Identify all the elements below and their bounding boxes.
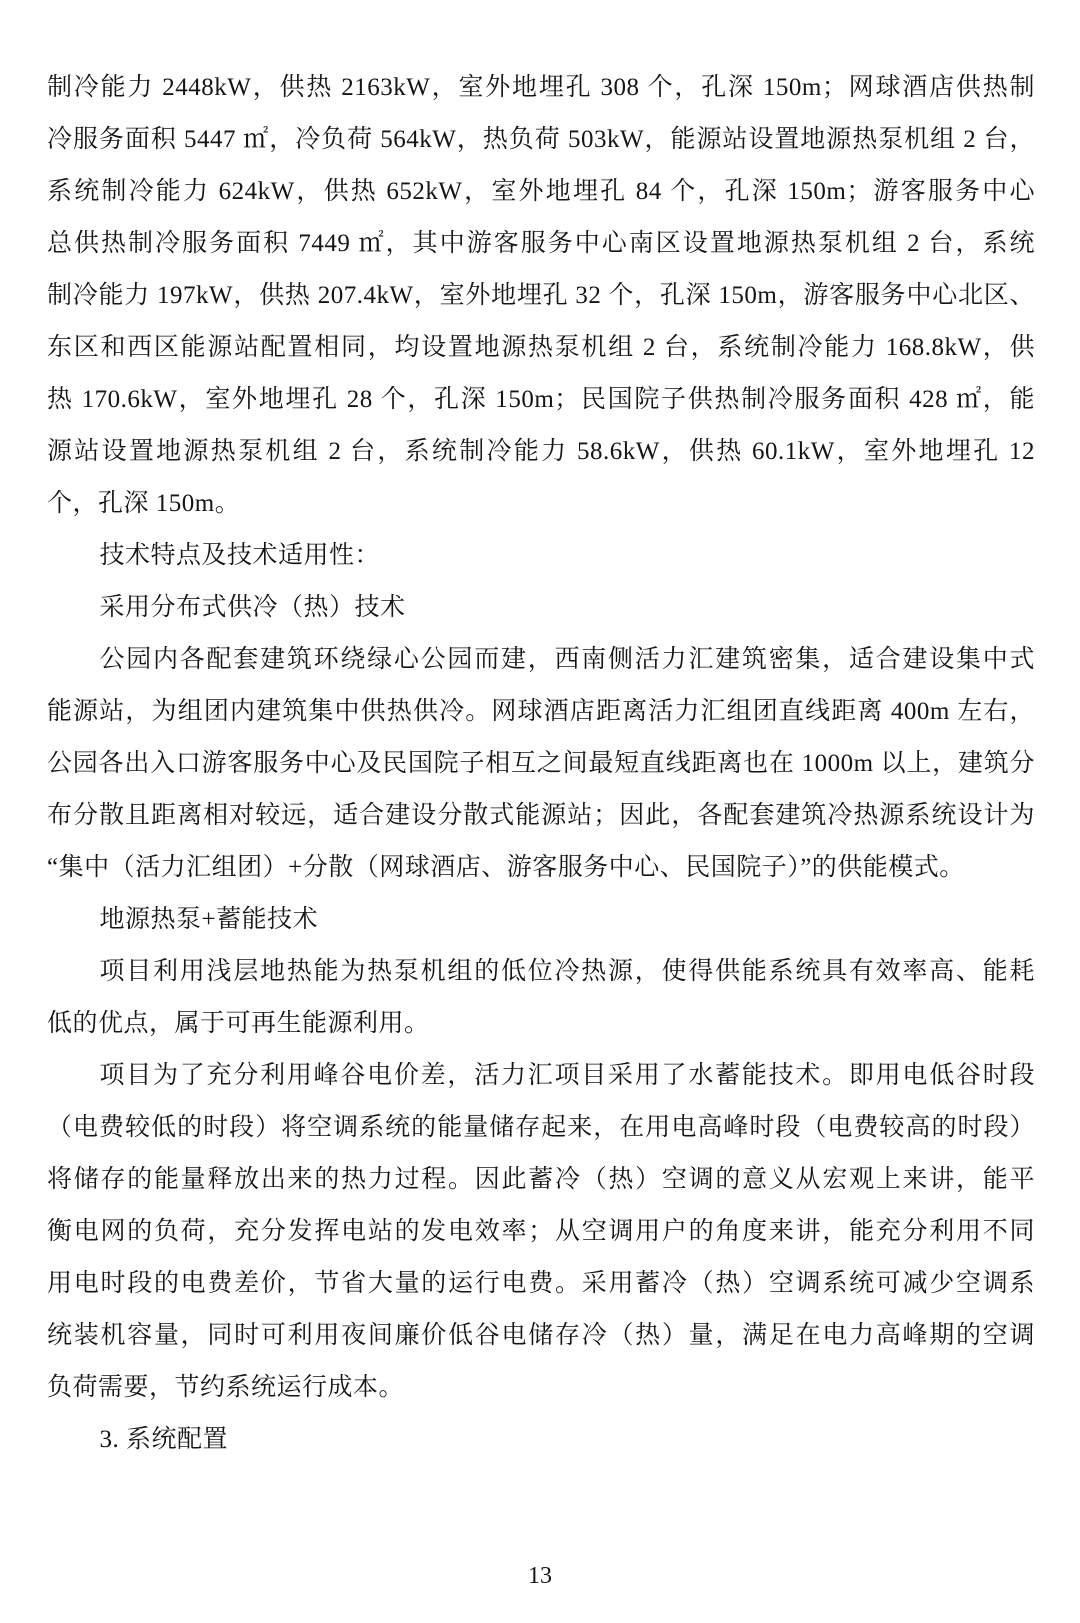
text-line: 总供热制冷服务面积 7449 ㎡，其中游客服务中心南区设置地源热泵机组 2 台，系统 xyxy=(47,230,1035,257)
text-line: 东区和西区能源站配置相同，均设置地源热泵机组 2 台，系统制冷能力 168.8kW，供 xyxy=(47,334,1035,361)
text-line: 低的优点，属于可再生能源利用。 xyxy=(47,1010,430,1037)
text-line: 公园各出入口游客服务中心及民国院子相互之间最短直线距离也在 1000m 以上，建筑分 xyxy=(47,750,1035,777)
section-heading: 技术特点及技术适用性： xyxy=(99,542,381,569)
text-line: 制冷能力 2448kW，供热 2163kW，室外地埋孔 308 个，孔深 150m；网球酒店供热制 xyxy=(47,74,1035,101)
text-line: 项目为了充分利用峰谷电价差，活力汇项目采用了水蓄能技术。即用电低谷时段 xyxy=(99,1062,1035,1089)
text-line: 用电时段的电费差价，节省大量的运行电费。采用蓄冷（热）空调系统可减少空调系 xyxy=(47,1270,1035,1297)
text-line: （电费较低的时段）将空调系统的能量储存起来，在用电高峰时段（电费较高的时段） xyxy=(47,1114,1035,1141)
text-line: 冷服务面积 5447 ㎡，冷负荷 564kW，热负荷 503kW，能源站设置地源热泵机组 2 台， xyxy=(47,126,1035,153)
page-footer xyxy=(0,1558,1080,1594)
text-line: 公园内各配套建筑环绕绿心公园而建，西南侧活力汇建筑密集，适合建设集中式 xyxy=(99,646,1035,673)
text-line: 系统制冷能力 624kW，供热 652kW，室外地埋孔 84 个，孔深 150m；游客服务中心 xyxy=(47,178,1035,205)
text-line: 个，孔深 150m。 xyxy=(47,490,241,517)
section-heading: 地源热泵+蓄能技术 xyxy=(99,906,319,933)
text-line: 布分散且距离相对较远，适合建设分散式能源站；因此，各配套建筑冷热源系统设计为 xyxy=(47,802,1035,829)
text-line: 负荷需要，节约系统运行成本。 xyxy=(47,1374,405,1401)
text-line: 能源站，为组团内建筑集中供热供冷。网球酒店距离活力汇组团直线距离 400m 左右， xyxy=(47,698,1035,725)
text-line: 将储存的能量释放出来的热力过程。因此蓄冷（热）空调的意义从宏观上来讲，能平 xyxy=(47,1166,1035,1193)
section-heading: 3. 系统配置 xyxy=(99,1426,229,1453)
text-line: 源站设置地源热泵机组 2 台，系统制冷能力 58.6kW，供热 60.1kW，室外地埋孔 12 xyxy=(47,438,1035,465)
section-heading: 采用分布式供冷（热）技术 xyxy=(99,594,406,621)
text-line: 热 170.6kW，室外地埋孔 28 个，孔深 150m；民国院子供热制冷服务面积 428 ㎡，能 xyxy=(47,386,1035,413)
page-number: 13 xyxy=(528,1563,552,1589)
text-line: 统装机容量，同时可利用夜间廉价低谷电储存冷（热）量，满足在电力高峰期的空调 xyxy=(47,1322,1035,1349)
text-line: “集中（活力汇组团）+分散（网球酒店、游客服务中心、民国院子）”的供能模式。 xyxy=(47,854,965,881)
text-line: 项目利用浅层地热能为热泵机组的低位冷热源，使得供能系统具有效率高、能耗 xyxy=(99,958,1035,985)
text-line: 衡电网的负荷，充分发挥电站的发电效率；从空调用户的角度来讲，能充分利用不同 xyxy=(47,1218,1035,1245)
text-line: 制冷能力 197kW，供热 207.4kW，室外地埋孔 32 个，孔深 150m，游客服务中心北区、 xyxy=(47,282,1035,309)
document-body xyxy=(47,62,1035,1466)
